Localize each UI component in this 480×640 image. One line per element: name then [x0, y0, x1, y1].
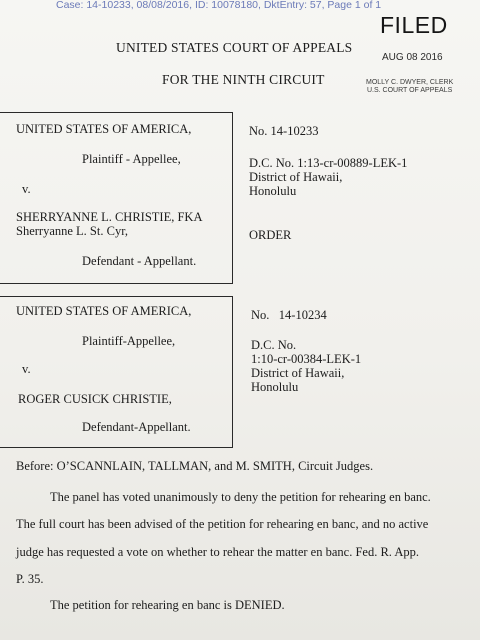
clerk-court: U.S. COURT OF APPEALS [366, 87, 453, 94]
case2-district: District of Hawaii, [251, 366, 345, 380]
order-paragraph-line4: P. 35. [16, 572, 44, 586]
case2-versus: v. [22, 362, 31, 376]
order-label: ORDER [249, 228, 292, 242]
court-name: UNITED STATES COURT OF APPEALS [116, 40, 353, 55]
case2-defendant-role: Defendant-Appellant. [82, 420, 191, 434]
docket-header: Case: 14-10233, 08/08/2016, ID: 10078180, DktEntry: 57, Page 1 of 1 [56, 0, 382, 11]
case1-district: District of Hawaii, [249, 170, 343, 184]
circuit-name: FOR THE NINTH CIRCUIT [162, 72, 325, 87]
case1-defendant-line2: Sherryanne L. St. Cyr, [16, 224, 128, 238]
clerk-name: MOLLY C. DWYER, CLERK [366, 79, 454, 86]
case1-city: Honolulu [249, 184, 297, 198]
case2-dc-label: D.C. No. [251, 338, 297, 352]
case2-city: Honolulu [251, 380, 299, 394]
clerk-stamp [366, 79, 453, 95]
case2-plaintiff-role: Plaintiff-Appellee, [82, 334, 176, 348]
order-paragraph-line2: The full court has been advised of the petition for rehearing en banc, and no active [16, 517, 429, 531]
case1-number: No. 14-10233 [249, 124, 319, 138]
case1-defendant-line1: SHERRYANNE L. CHRISTIE, FKA [16, 210, 203, 224]
case2-number: No. 14-10234 [251, 308, 327, 322]
case1-plaintiff: UNITED STATES OF AMERICA, [16, 122, 192, 136]
case1-defendant-role: Defendant - Appellant. [82, 254, 197, 268]
panel-before-line: Before: O’SCANNLAIN, TALLMAN, and M. SMITH, Circuit Judges. [16, 459, 374, 473]
order-paragraph-line3: judge has requested a vote on whether to rehear the matter en banc. Fed. R. App. [16, 545, 419, 559]
filed-stamp: FILED [380, 12, 448, 38]
order-paragraph-line1: The panel has voted unanimously to deny the petition for rehearing en banc. [50, 490, 431, 504]
case1-dc-number: D.C. No. 1:13-cr-00889-LEK-1 [249, 156, 408, 170]
case2-defendant: ROGER CUSICK CHRISTIE, [18, 392, 172, 406]
order-disposition: The petition for rehearing en banc is DENIED. [50, 598, 285, 612]
filed-date: AUG 08 2016 [382, 52, 443, 63]
case1-versus: v. [22, 182, 31, 196]
case2-plaintiff: UNITED STATES OF AMERICA, [16, 304, 192, 318]
case1-plaintiff-role: Plaintiff - Appellee, [82, 152, 181, 166]
case2-dc-number: 1:10-cr-00384-LEK-1 [251, 352, 362, 366]
